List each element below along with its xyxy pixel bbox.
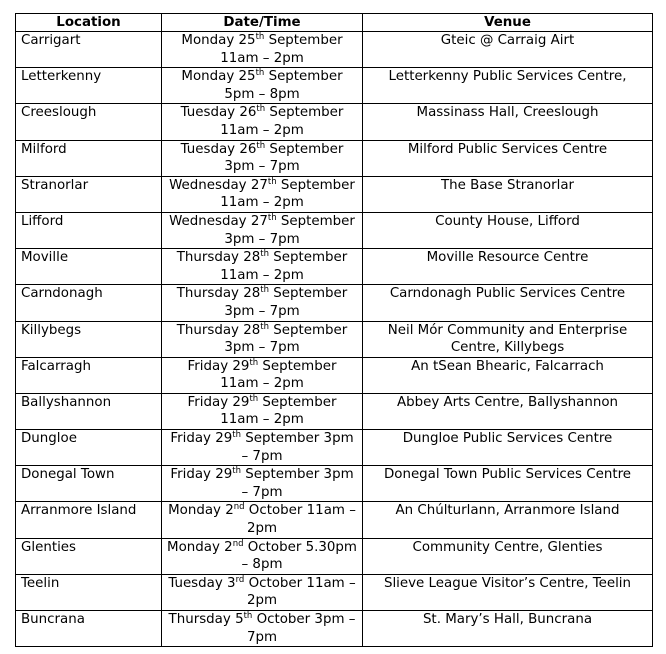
table-body [16,32,653,647]
datetime-day: Monday 2 [168,503,234,519]
datetime-rest: October 3pm – 7pm [246,612,356,645]
datetime-cell [162,430,363,466]
datetime-cell [162,32,363,68]
datetime-cell [162,68,363,104]
table-row [16,249,653,285]
datetime-rest: September 11am – 2pm [220,394,337,428]
datetime-ordinal-suffix: th [260,285,269,296]
datetime-ordinal-suffix: th [249,357,259,368]
location-cell: Glenties [16,538,162,574]
datetime-cell [162,212,363,248]
datetime-ordinal-suffix: th [267,212,277,223]
datetime-cell [162,140,363,176]
datetime-day: Friday 29 [170,431,233,447]
location-cell: Ballyshannon [16,393,162,429]
location-cell: Milford [16,140,162,176]
venue-cell: Carndonagh Public Services Centre [363,285,653,321]
venue-cell: Milford Public Services Centre [363,140,653,176]
datetime-column-header: Date/Time [162,14,363,32]
datetime-rest: September 3pm – 7pm [241,467,354,500]
datetime-rest: October 11am – 2pm [244,503,356,537]
venue-cell: Community Centre, Glenties [363,538,653,574]
datetime-cell [162,357,363,393]
table-row [16,502,653,538]
datetime-cell [162,538,363,574]
venue-cell: Abbey Arts Centre, Ballyshannon [363,393,653,429]
location-cell: Killybegs [16,321,162,357]
datetime-day: Friday 29 [187,358,250,374]
venue-cell: An Chúlturlann, Arranmore Island [363,502,653,538]
table-row [16,212,653,248]
location-cell: Moville [16,249,162,285]
datetime-ordinal-suffix: th [256,104,266,115]
datetime-day: Monday 25 [181,69,256,85]
venue-cell: The Base Stranorlar [363,176,653,212]
datetime-cell [162,574,363,610]
datetime-ordinal-suffix: th [256,140,266,151]
venue-cell: County House, Lifford [363,212,653,248]
venue-cell: Slieve League Visitor’s Centre, Teelin [363,574,653,610]
location-cell: Arranmore Island [16,502,162,538]
location-cell: Creeslough [16,104,162,140]
venue-cell: Dungloe Public Services Centre [363,430,653,466]
datetime-day: Wednesday 27 [169,213,268,229]
location-cell: Lifford [16,212,162,248]
datetime-rest: September 11am – 2pm [220,358,337,392]
location-cell: Carndonagh [16,285,162,321]
datetime-rest: September 11am – 2pm [220,105,344,138]
datetime-day: Monday 25 [181,33,256,48]
datetime-rest: September 5pm – 8pm [224,69,343,102]
datetime-ordinal-suffix: th [255,32,265,42]
table-row [16,176,653,212]
table-row [16,611,653,647]
datetime-cell [162,611,363,647]
table-row [16,538,653,574]
datetime-rest: September 11am – 2pm [220,250,348,283]
datetime-day: Friday 29 [187,394,250,410]
datetime-day: Friday 29 [170,467,233,483]
location-cell: Stranorlar [16,176,162,212]
table-row [16,285,653,321]
datetime-cell [162,249,363,285]
datetime-day: Tuesday 26 [180,105,257,121]
datetime-cell [162,104,363,140]
datetime-ordinal-suffix: th [260,249,269,260]
table-row [16,68,653,104]
table-row [16,466,653,502]
venue-cell: Letterkenny Public Services Centre, [363,68,653,104]
datetime-ordinal-suffix: rd [235,574,245,585]
datetime-day: Thursday 5 [168,612,244,627]
venue-cell: Neil Mór Community and Enterprise Centre, Killybegs [363,321,653,357]
datetime-rest: October 5.30pm – 8pm [241,539,357,573]
datetime-ordinal-suffix: th [267,176,277,187]
datetime-rest: October 11am – 2pm [244,575,356,609]
datetime-day: Thursday 28 [176,286,261,302]
datetime-rest: September 11am – 2pm [220,33,343,66]
datetime-day: Tuesday 3 [168,575,236,591]
location-cell: Buncrana [16,611,162,647]
datetime-day: Tuesday 26 [180,141,257,157]
table-row [16,430,653,466]
datetime-ordinal-suffix: th [249,393,259,404]
datetime-cell [162,321,363,357]
datetime-day: Thursday 28 [176,250,261,266]
venue-cell: Moville Resource Centre [363,249,653,285]
table-row [16,357,653,393]
venue-cell: St. Mary’s Hall, Buncrana [363,611,653,647]
location-cell: Donegal Town [16,466,162,502]
venue-column-header: Venue [363,14,653,32]
datetime-rest: September 3pm – 7pm [224,322,348,356]
schedule-table [15,13,653,647]
datetime-cell [162,466,363,502]
datetime-ordinal-suffix: th [243,611,253,621]
venue-cell: Donegal Town Public Services Centre [363,466,653,502]
datetime-rest: September 3pm – 7pm [241,431,354,464]
datetime-ordinal-suffix: nd [232,538,244,549]
datetime-day: Thursday 28 [176,322,261,338]
location-cell: Teelin [16,574,162,610]
datetime-ordinal-suffix: th [232,466,242,477]
location-column-header: Location [16,14,162,32]
datetime-cell [162,285,363,321]
datetime-rest: September 11am – 2pm [220,177,355,211]
datetime-cell [162,176,363,212]
table-row [16,321,653,357]
venue-cell: Gteic @ Carraig Airt [363,32,653,68]
datetime-cell [162,502,363,538]
table-row [16,32,653,68]
datetime-day: Wednesday 27 [169,177,268,193]
table-row [16,104,653,140]
datetime-rest: September 3pm – 7pm [224,141,344,175]
header-row [16,14,653,32]
datetime-ordinal-suffix: th [255,68,265,79]
datetime-ordinal-suffix: th [232,430,242,441]
venue-cell: Massinass Hall, Creeslough [363,104,653,140]
venue-cell: An tSean Bhearic, Falcarrach [363,357,653,393]
datetime-day: Monday 2 [167,539,233,555]
datetime-rest: September 3pm – 7pm [224,286,348,319]
table-row [16,140,653,176]
location-cell: Letterkenny [16,68,162,104]
location-cell: Falcarragh [16,357,162,393]
location-cell: Dungloe [16,430,162,466]
location-cell: Carrigart [16,32,162,68]
table-row [16,393,653,429]
datetime-cell [162,393,363,429]
datetime-ordinal-suffix: nd [233,502,245,513]
datetime-ordinal-suffix: th [260,321,269,332]
table-row [16,574,653,610]
datetime-rest: September 3pm – 7pm [224,213,355,247]
